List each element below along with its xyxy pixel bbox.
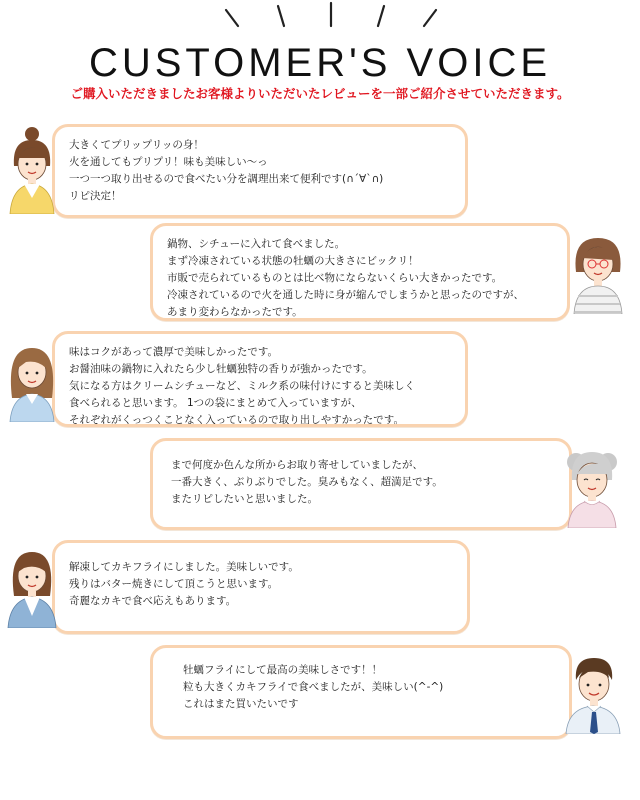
review-bubble: [52, 331, 468, 427]
review-line: お醤油味の鍋物に入れたら少し牡蠣独特の香りが強かったです。: [69, 363, 373, 375]
decorative-rays: [0, 0, 640, 40]
review-line: あまり変わらなかったです。: [167, 306, 303, 318]
review-line: 残りはバター焼きにして頂こうと思います。: [69, 578, 279, 590]
review-line: 解凍してカキフライにしました。美味しいです。: [69, 561, 299, 573]
review-line: 市販で売られているものとは比べ物にならないくらい大きかったです。: [167, 272, 503, 284]
review-line: 火を通してもプリプリ！味も美味しい〜っ: [69, 156, 268, 168]
review-line: 冷凍されているので火を通した時に身が縮んでしまうかと思ったのですが、: [167, 289, 524, 301]
review-bubble: [150, 223, 570, 321]
review-line: 食べられると思います。 1つの袋にまとめて入っていますが、: [69, 397, 362, 409]
review-line: 奇麗なカキで食べ応えもあります。: [69, 595, 237, 607]
woman-glasses-avatar: [566, 226, 630, 314]
review-line: 味はコクがあって濃厚で美味しかったです。: [69, 346, 279, 358]
review-line: 鍋物、シチューに入れて食べました。: [167, 238, 346, 250]
review-line: 一番大きく、ぶりぶりでした。臭みもなく、超満足です。: [171, 476, 443, 488]
review-line: またリピしたいと思いました。: [171, 493, 318, 505]
woman-long-hair-avatar: [4, 334, 60, 422]
review-line: 大きくてプリップリッの身！: [69, 139, 204, 151]
review-line: 牡蠣フライにして最高の美味しさです！！: [183, 664, 383, 676]
page-title: CUSTOMER'S VOICE: [88, 41, 552, 85]
review-line: それぞれがくっつくことなく入っているので取り出しやすかったです。: [69, 414, 404, 426]
review-line: 気になる方はクリームシチューなど、ミルク系の味付けにすると美味しく: [69, 380, 415, 392]
woman-bun-avatar: [4, 126, 60, 214]
woman-suit-avatar: [4, 540, 60, 628]
review-line: 粒も大きくカキフライで食べましたが、美味しい(^-^): [183, 681, 444, 693]
review-line: リピ決定！: [69, 190, 122, 202]
review-bubble: [150, 438, 572, 530]
man-tie-avatar: [562, 646, 624, 734]
elderly-woman-avatar: [560, 440, 624, 528]
page-subtitle: ご購入いただきましたお客様よりいただいたレビューを一部ご紹介させていただきます。: [70, 86, 570, 101]
review-bubble: [150, 645, 572, 739]
review-line: まで何度か色んな所からお取り寄せしていましたが、: [171, 459, 423, 471]
review-line: 一つ一つ取り出せるので食べたい分を調理出来て便利です(∩´∀`∩): [69, 173, 384, 185]
review-line: まず冷凍されている状態の牡蠣の大きさにビックリ！: [167, 255, 419, 267]
review-bubble: [52, 124, 468, 218]
review-bubble: [52, 540, 470, 634]
review-line: これはまた買いたいです: [183, 698, 299, 710]
